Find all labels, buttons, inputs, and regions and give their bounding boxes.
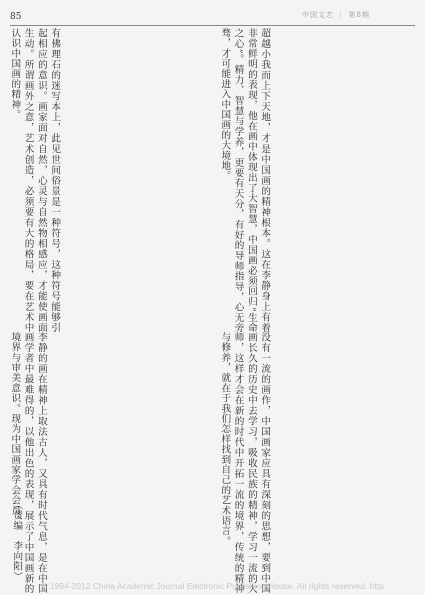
header-rule — [10, 25, 415, 26]
page-number: 85 — [10, 12, 22, 22]
article-block-right-upper — [218, 28, 425, 333]
article-text-left-lower: 李静的画在精神上取法古人，又具有时代气息，是在中国画学者中最难得的，以他出色的表现，展示了中国画新的境界与审美意识。现为中国画家学会会员。 — [9, 332, 47, 594]
article-text-right-upper: 超越小我而上下天地，才是中国画的精神根本。这在李静身上有着非常鲜明的表现，他在画中体现出了大智慧，中国画必须回归“生命之心”。精力、智慧与学养，更要有天分，有好的导师指导，心无旁骛，才可能进入中国画的大境地。 — [219, 28, 271, 333]
article-text-right-lower: 没有一流的画作，中国画家应具有深刻的思想，要到中国画长久的历史中去学习，吸收民族的精神，学习一流的大师，这样才会在新的时代中开拓一流的境界，传统的精神与修养，就在于我们怎样找到自己的艺术语言。 — [219, 332, 271, 594]
copyright-footer: © 1994-2012 China Academic Journal Electronic Publishing House. All rights reserved. http — [41, 581, 384, 591]
running-header: 中国文艺 ｜ 第8期 — [302, 11, 370, 19]
article-block-left-lower — [8, 332, 218, 594]
byline: （责编 李向阳） — [11, 500, 23, 582]
article-block-right-lower — [218, 332, 425, 594]
article-block-left-upper — [8, 28, 218, 333]
article-text-left-upper: 有佛理石的迷写本上，此见世间俗景是一种符号，这种符号能够引起相应的意识。画家面对自然，心灵与自然物相感应，才能使画面生动。所谓画外之意，艺术创造，必须要有大的格局，要在艺术中认识中国画的精神。 — [9, 28, 61, 333]
